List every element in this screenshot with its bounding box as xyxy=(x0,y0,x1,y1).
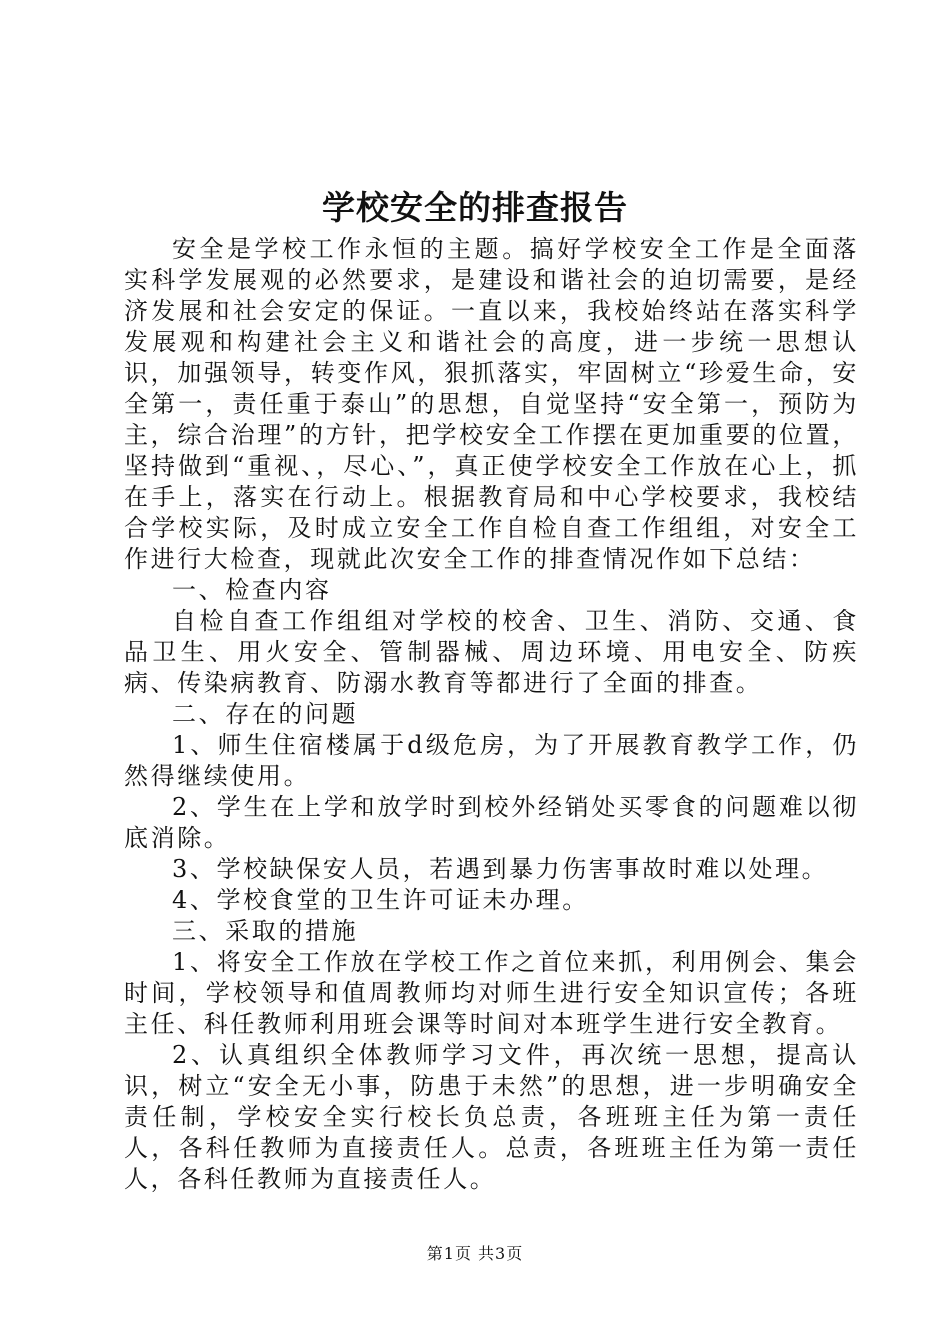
problem-item-4: 4、学校食堂的卫生许可证未办理。 xyxy=(172,886,589,914)
section-heading-existing-problems: 二、存在的问题 xyxy=(172,700,359,728)
problem-item-3: 3、学校缺保安人员，若遇到暴力伤害事故时难以处理。 xyxy=(172,855,829,883)
document-body xyxy=(124,234,859,1195)
page-number-footer: 第1页 共3页 xyxy=(426,1244,524,1263)
problem-item-2: 2、学生在上学和放学时到校外经销处买零食的问题难以彻底消除。 xyxy=(124,793,859,852)
measure-item-1: 1、将安全工作放在学校工作之首位来抓，利用例会、集会时间，学校领导和值周教师均对师生进行安全知识宣传；各班主任、科任教师利用班会课等时间对本班学生进行安全教育。 xyxy=(124,948,859,1038)
section-heading-inspection-content: 一、检查内容 xyxy=(172,576,332,604)
paragraph-inspection-content: 自检自查工作组组对学校的校舍、卫生、消防、交通、食品卫生、用火安全、管制器械、周边环境、用电安全、防疾病、传染病教育、防溺水教育等都进行了全面的排查。 xyxy=(124,607,859,697)
section-heading-measures: 三、采取的措施 xyxy=(172,917,359,945)
paragraph-intro: 安全是学校工作永恒的主题。搞好学校安全工作是全面落实科学发展观的必然要求，是建设和谐社会的迫切需要，是经济发展和社会安定的保证。一直以来，我校始终站在落实科学发展观和构建社会主义和谐社会的高度，进一步统一思想认识，加强领导，转变作风，狠抓落实，牢固树立“珍爱生命，安全第一，责任重于泰山”的思想，自觉坚持“安全第一，预防为主，综合治理”的方针，把学校安全工作摆在更加重要的位置，坚持做到“重视、，尽心、”，真正使学校安全工作放在心上，抓在手上，落实在行动上。根据教育局和中心学校要求，我校结合学校实际，及时成立安全工作自检自查工作组组，对安全工作进行大检查，现就此次安全工作的排查情况作如下总结： xyxy=(124,235,859,573)
document-title: 学校安全的排查报告 xyxy=(322,188,628,227)
measure-item-2: 2、认真组织全体教师学习文件，再次统一思想，提高认识，树立“安全无小事，防患于未然”的思想，进一步明确安全责任制，学校安全实行校长负总责，各班班主任为第一责任人，各科任教师为直接责任人。总责，各班班主任为第一责任人，各科任教师为直接责任人。 xyxy=(124,1041,859,1193)
problem-item-1: 1、师生住宿楼属于d级危房，为了开展教育教学工作，仍然得继续使用。 xyxy=(124,731,859,790)
